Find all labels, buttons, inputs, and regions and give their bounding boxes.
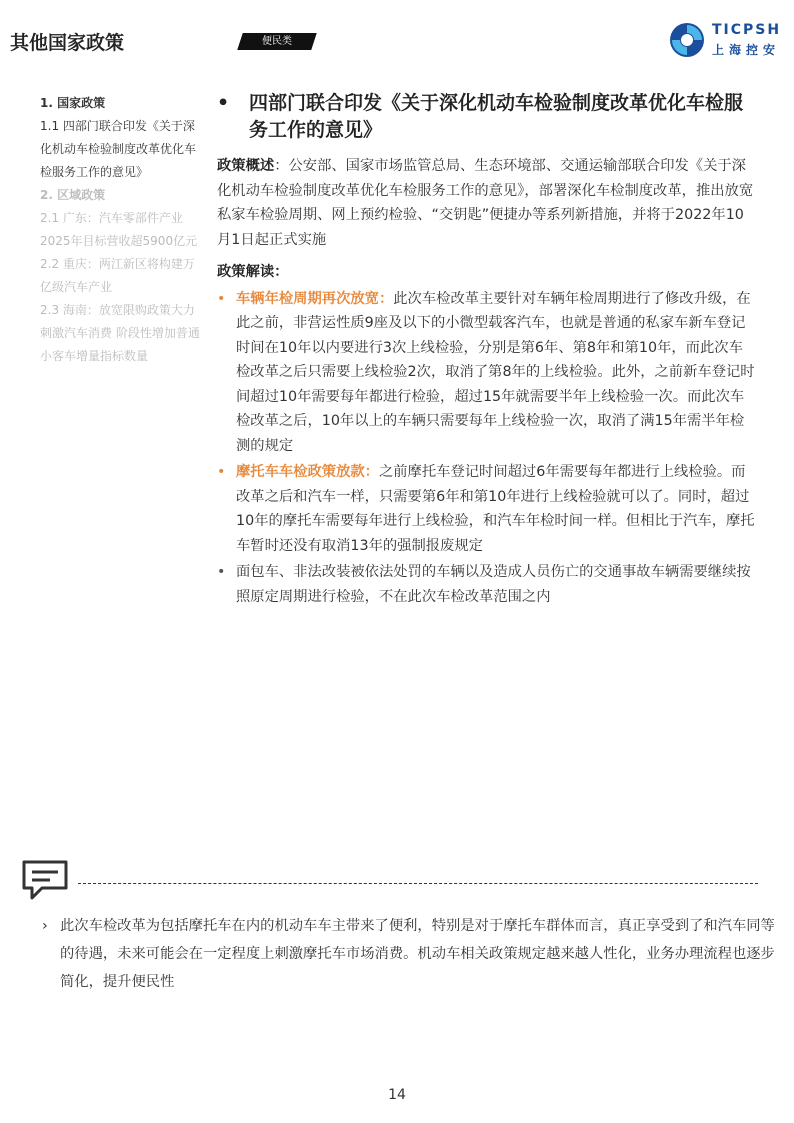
table-of-contents (40, 92, 200, 368)
toc-item[interactable]: 2.3 海南：放宽限购政策大力刺激汽车消费 阶段性增加普通小客车增量指标数量 (40, 303, 200, 363)
category-tag: 便民类 (237, 33, 317, 50)
interpret-label: 政策解读： (217, 264, 289, 280)
list-item (217, 560, 757, 609)
toc-item[interactable]: 2.1 广东：汽车零部件产业2025年目标营收超5900亿元 (40, 211, 198, 248)
point-text: 此次车检改革主要针对车辆年检周期进行了修改升级，在此之前，非营运性质9座及以下的小微型载客汽车，也就是普通的私家车新车登记时间在10年以内要进行3次上线检验，分别是第6年、第8年和第10年，而此次车检改革之后只需要上线检验2次，取消了第8年的上线检验。此外，之前新车登记时间超过10年需要每年都进行检验，超过15年就需要半年上线检验一次。而此次车检改革之后，10年以上的车辆只需要每年上线检验一次，取消了满15年需半年检测的规定 (236, 290, 755, 454)
divider (78, 883, 758, 884)
list-item (217, 460, 757, 558)
policy-title-block (217, 90, 757, 144)
toc-item[interactable]: 2. 区域政策 (40, 188, 106, 202)
point-text: 之前摩托车登记时间超过6年需要每年都进行上线检验。而改革之后和汽车一样，只需要第6年和第10年进行上线检验就可以了。同时，超过10年的摩托车需要每年进行上线检验，和汽车年检时间一样。但相比于汽车，摩托车暂时还没有取消13年的强制报废规定 (236, 464, 755, 554)
company-logo (668, 20, 788, 60)
title-bullet: • (217, 92, 230, 114)
point-highlight: 车辆年检周期再次放宽： (236, 290, 394, 307)
logo-swirl-icon (668, 21, 706, 59)
toc-item[interactable]: 1.1 四部门联合印发《关于深化机动车检验制度改革优化车检服务工作的意见》 (40, 119, 197, 179)
logo-text-cn: 上海控安 (712, 43, 781, 57)
toc-item[interactable]: 2.2 重庆：两江新区将构建万亿级汽车产业 (40, 257, 195, 294)
summary-text: 此次车检改革为包括摩托车在内的机动车车主带来了便利，特别是对于摩托车群体而言，真正享受到了和汽车同等的待遇，未来可能会在一定程度上刺激摩托车市场消费。机动车相关政策规定越来越人性化，业务办理流程也逐步简化，提升便民性 (60, 918, 775, 990)
chevron-right-icon: › (42, 918, 48, 934)
page-number: 14 (388, 1087, 406, 1103)
overview-text: ：公安部、国家市场监管总局、生态环境部、交通运输部联合印发《关于深化机动车检验制度改革优化车检服务工作的意见》，部署深化车检制度改革，推出放宽私家车检验周期、网上预约检验、“交钥匙”便捷办等系列新措施，并将于2022年10月1日起正式实施 (217, 158, 754, 248)
policy-title: 四部门联合印发《关于深化机动车检验制度改革优化车检服务工作的意见》 (249, 92, 744, 141)
bullet-dot: • (217, 564, 226, 580)
chat-note-icon (20, 858, 70, 904)
list-item (217, 287, 757, 459)
policy-overview (217, 154, 757, 252)
overview-label: 政策概述 (217, 158, 275, 174)
logo-text-en: TICPSH (712, 22, 782, 38)
point-text: 面包车、非法改装被依法处罚的车辆以及造成人员伤亡的交通事故车辆需要继续按照原定周期进行检验，不在此次车检改革范围之内 (236, 564, 751, 605)
main-content (217, 90, 757, 609)
page-section-title: 其他国家政策 (10, 32, 125, 54)
summary-note (42, 912, 776, 996)
point-highlight: 摩托车车检政策放款： (236, 464, 379, 480)
bullet-dot: • (217, 464, 226, 480)
toc-item[interactable]: 1. 国家政策 (40, 96, 106, 110)
bullet-dot: • (217, 290, 226, 307)
